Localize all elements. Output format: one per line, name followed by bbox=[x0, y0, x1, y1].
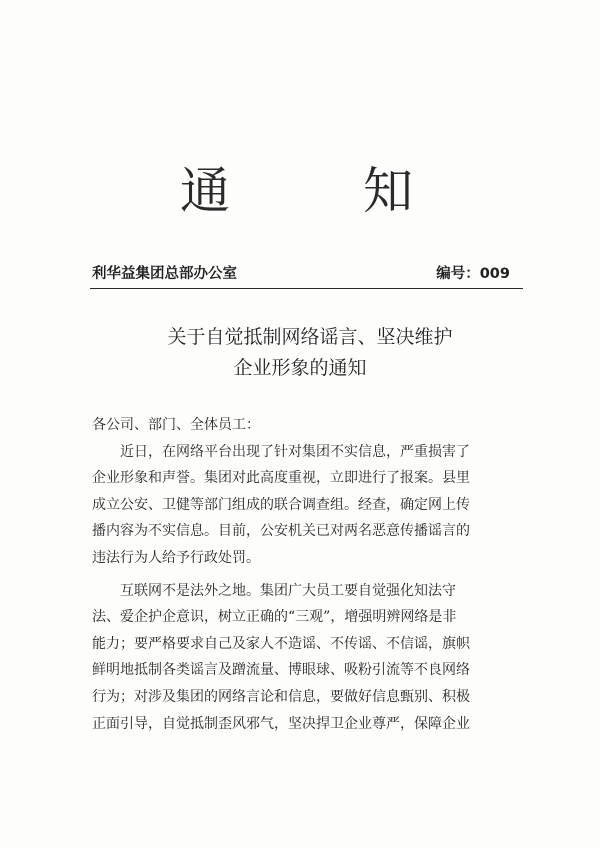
paragraph-2 bbox=[92, 578, 524, 738]
notice-body bbox=[92, 412, 524, 737]
paragraph-line: 鲜明地抵制各类谣言及蹭流量、博眼球、吸粉引流等不良网络 bbox=[92, 662, 470, 679]
paragraph-line: 互联网不是法外之地。集团广大员工要自觉强化知法守 bbox=[120, 582, 456, 599]
document-number: 编号：009 bbox=[436, 266, 510, 282]
paragraph-line: 行为；对涉及集团的网络言论和信息，要做好信息甄别、积极 bbox=[92, 688, 470, 705]
subject-line-2: 企业形象的通知 bbox=[233, 357, 367, 379]
header-divider bbox=[90, 288, 523, 289]
heading-char-1: 通 bbox=[180, 162, 230, 220]
subject-line-1: 关于自觉抵制网络谣言、坚决维护 bbox=[167, 326, 453, 348]
paragraph-line: 违法行为人给予行政处罚。 bbox=[92, 549, 260, 566]
paragraph-line: 能力；要严格要求自己及家人不造谣、不传谣、不信谣，旗帜 bbox=[92, 635, 470, 652]
issuer-row bbox=[92, 262, 520, 284]
paragraph-line: 播内容为不实信息。目前，公安机关已对两名恶意传播谣言的 bbox=[92, 523, 470, 540]
issuing-office: 利华益集团总部办公室 bbox=[92, 266, 237, 282]
paragraph-line: 近日，在网络平台出现了针对集团不实信息，严重损害了 bbox=[120, 443, 470, 460]
notice-subject bbox=[0, 322, 600, 384]
paragraph-1 bbox=[92, 439, 524, 572]
salutation: 各公司、部门、全体员工： bbox=[92, 417, 260, 433]
heading-char-2: 知 bbox=[363, 162, 413, 220]
paragraph-line: 法、爱企护企意识，树立正确的“三观”，增强明辨网络是非 bbox=[92, 609, 457, 626]
document-heading bbox=[0, 163, 600, 223]
paragraph-line: 企业形象和声誉。集团对此高度重视，立即进行了报案。县里 bbox=[92, 470, 470, 487]
paragraph-line: 正面引导，自觉抵制歪风邪气，坚决捍卫企业尊严，保障企业 bbox=[92, 715, 470, 732]
paragraph-line: 成立公安、卫健等部门组成的联合调查组。经查，确定网上传 bbox=[92, 496, 470, 513]
